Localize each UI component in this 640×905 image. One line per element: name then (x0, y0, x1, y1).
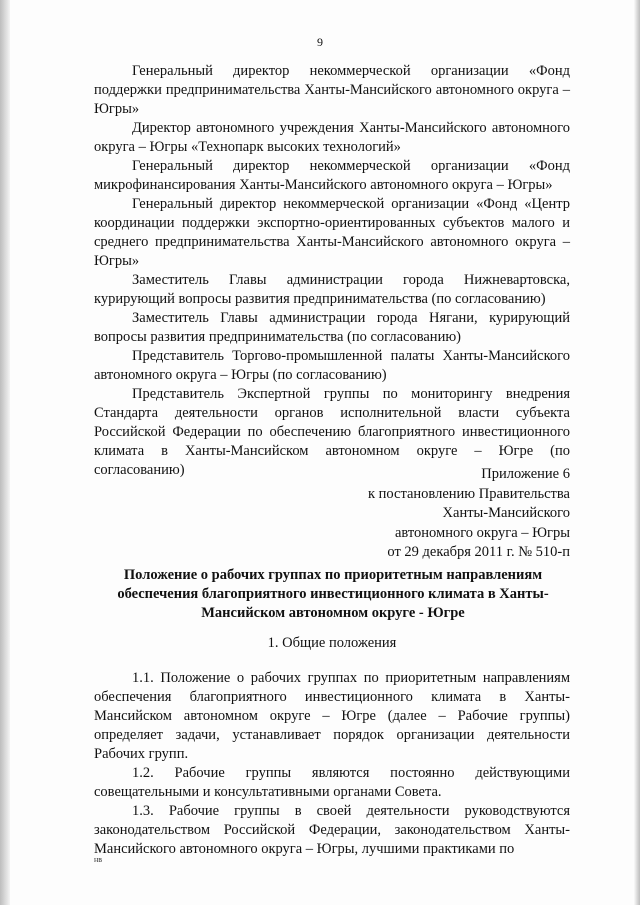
clause-paragraph: 1.1. Положение о рабочих группах по приоритетным направлениям обеспечения благоприятного инвестиционного климата в Ханты-Мансийском автономном округе – Югре (далее – Рабочие группы) определяет задачи, устанавливает порядок организации деятельности Рабочих групп. (94, 670, 570, 762)
clause-paragraph: 1.3. Рабочие группы в своей деятельности руководствуются законодательством Российской Федерации, законодательством Ханты-Мансийского автономного округа – Югры, лучшими практиками по (94, 803, 570, 857)
regulation-title: Положение о рабочих группах по приоритетным направлениям обеспечения благоприятного инвестиционного климата в Ханты-Мансийском автономном округе - Югре (117, 567, 549, 621)
member-item: Директор автономного учреждения Ханты-Мансийского автономного округа – Югры «Технопарк высоких технологий» (94, 120, 570, 155)
section-body (94, 669, 570, 859)
appendix-reference: автономного округа – Югры (394, 524, 570, 541)
clause-paragraph: 1.2. Рабочие группы являются постоянно действующими совещательными и консультативными органами Совета. (94, 765, 570, 800)
member-item: Представитель Торгово-промышленной палаты Ханты-Мансийского автономного округа – Югры (по согласованию) (94, 348, 570, 383)
member-item: Заместитель Главы администрации города Нягани, курирующий вопросы развития предпринимательства (по согласованию) (94, 310, 570, 345)
appendix-reference: Ханты-Мансийского (442, 505, 570, 521)
appendix-header (310, 465, 570, 563)
working-group-members (94, 62, 570, 480)
member-item: Генеральный директор некоммерческой организации «Фонд «Центр координации поддержки экспортно-ориентированных субъектов малого и среднего предпринимательства Ханты-Мансийского автономного округа – Югры» (94, 196, 570, 269)
footer-initials: нв (94, 855, 103, 864)
member-item: Генеральный директор некоммерческой организации «Фонд микрофинансирования Ханты-Мансийского автономного округа – Югры» (94, 158, 570, 193)
page-number: 9 (317, 35, 323, 49)
section-heading: 1. Общие положения (267, 635, 397, 651)
member-item: Заместитель Главы администрации города Нижневартовска, курирующий вопросы развития предпринимательства (по согласованию) (94, 272, 570, 307)
appendix-date: от 29 декабря 2011 г. № 510-п (387, 544, 570, 560)
appendix-number: Приложение 6 (481, 466, 570, 482)
appendix-reference: к постановлению Правительства (368, 485, 570, 502)
scan-edge-left (0, 0, 10, 905)
member-item: Генеральный директор некоммерческой организации «Фонд поддержки предпринимательства Ханты-Мансийского автономного округа – Югры» (94, 63, 570, 117)
member-item: Представитель Экспертной группы по мониторингу внедрения Стандарта деятельности органов исполнительной власти субъекта Российской Федерации по обеспечению благоприятного инвестиционного климата в Ханты-Мансийском автономном округе – Югре (по согласованию) (94, 386, 570, 478)
scan-edge-right (634, 0, 640, 905)
